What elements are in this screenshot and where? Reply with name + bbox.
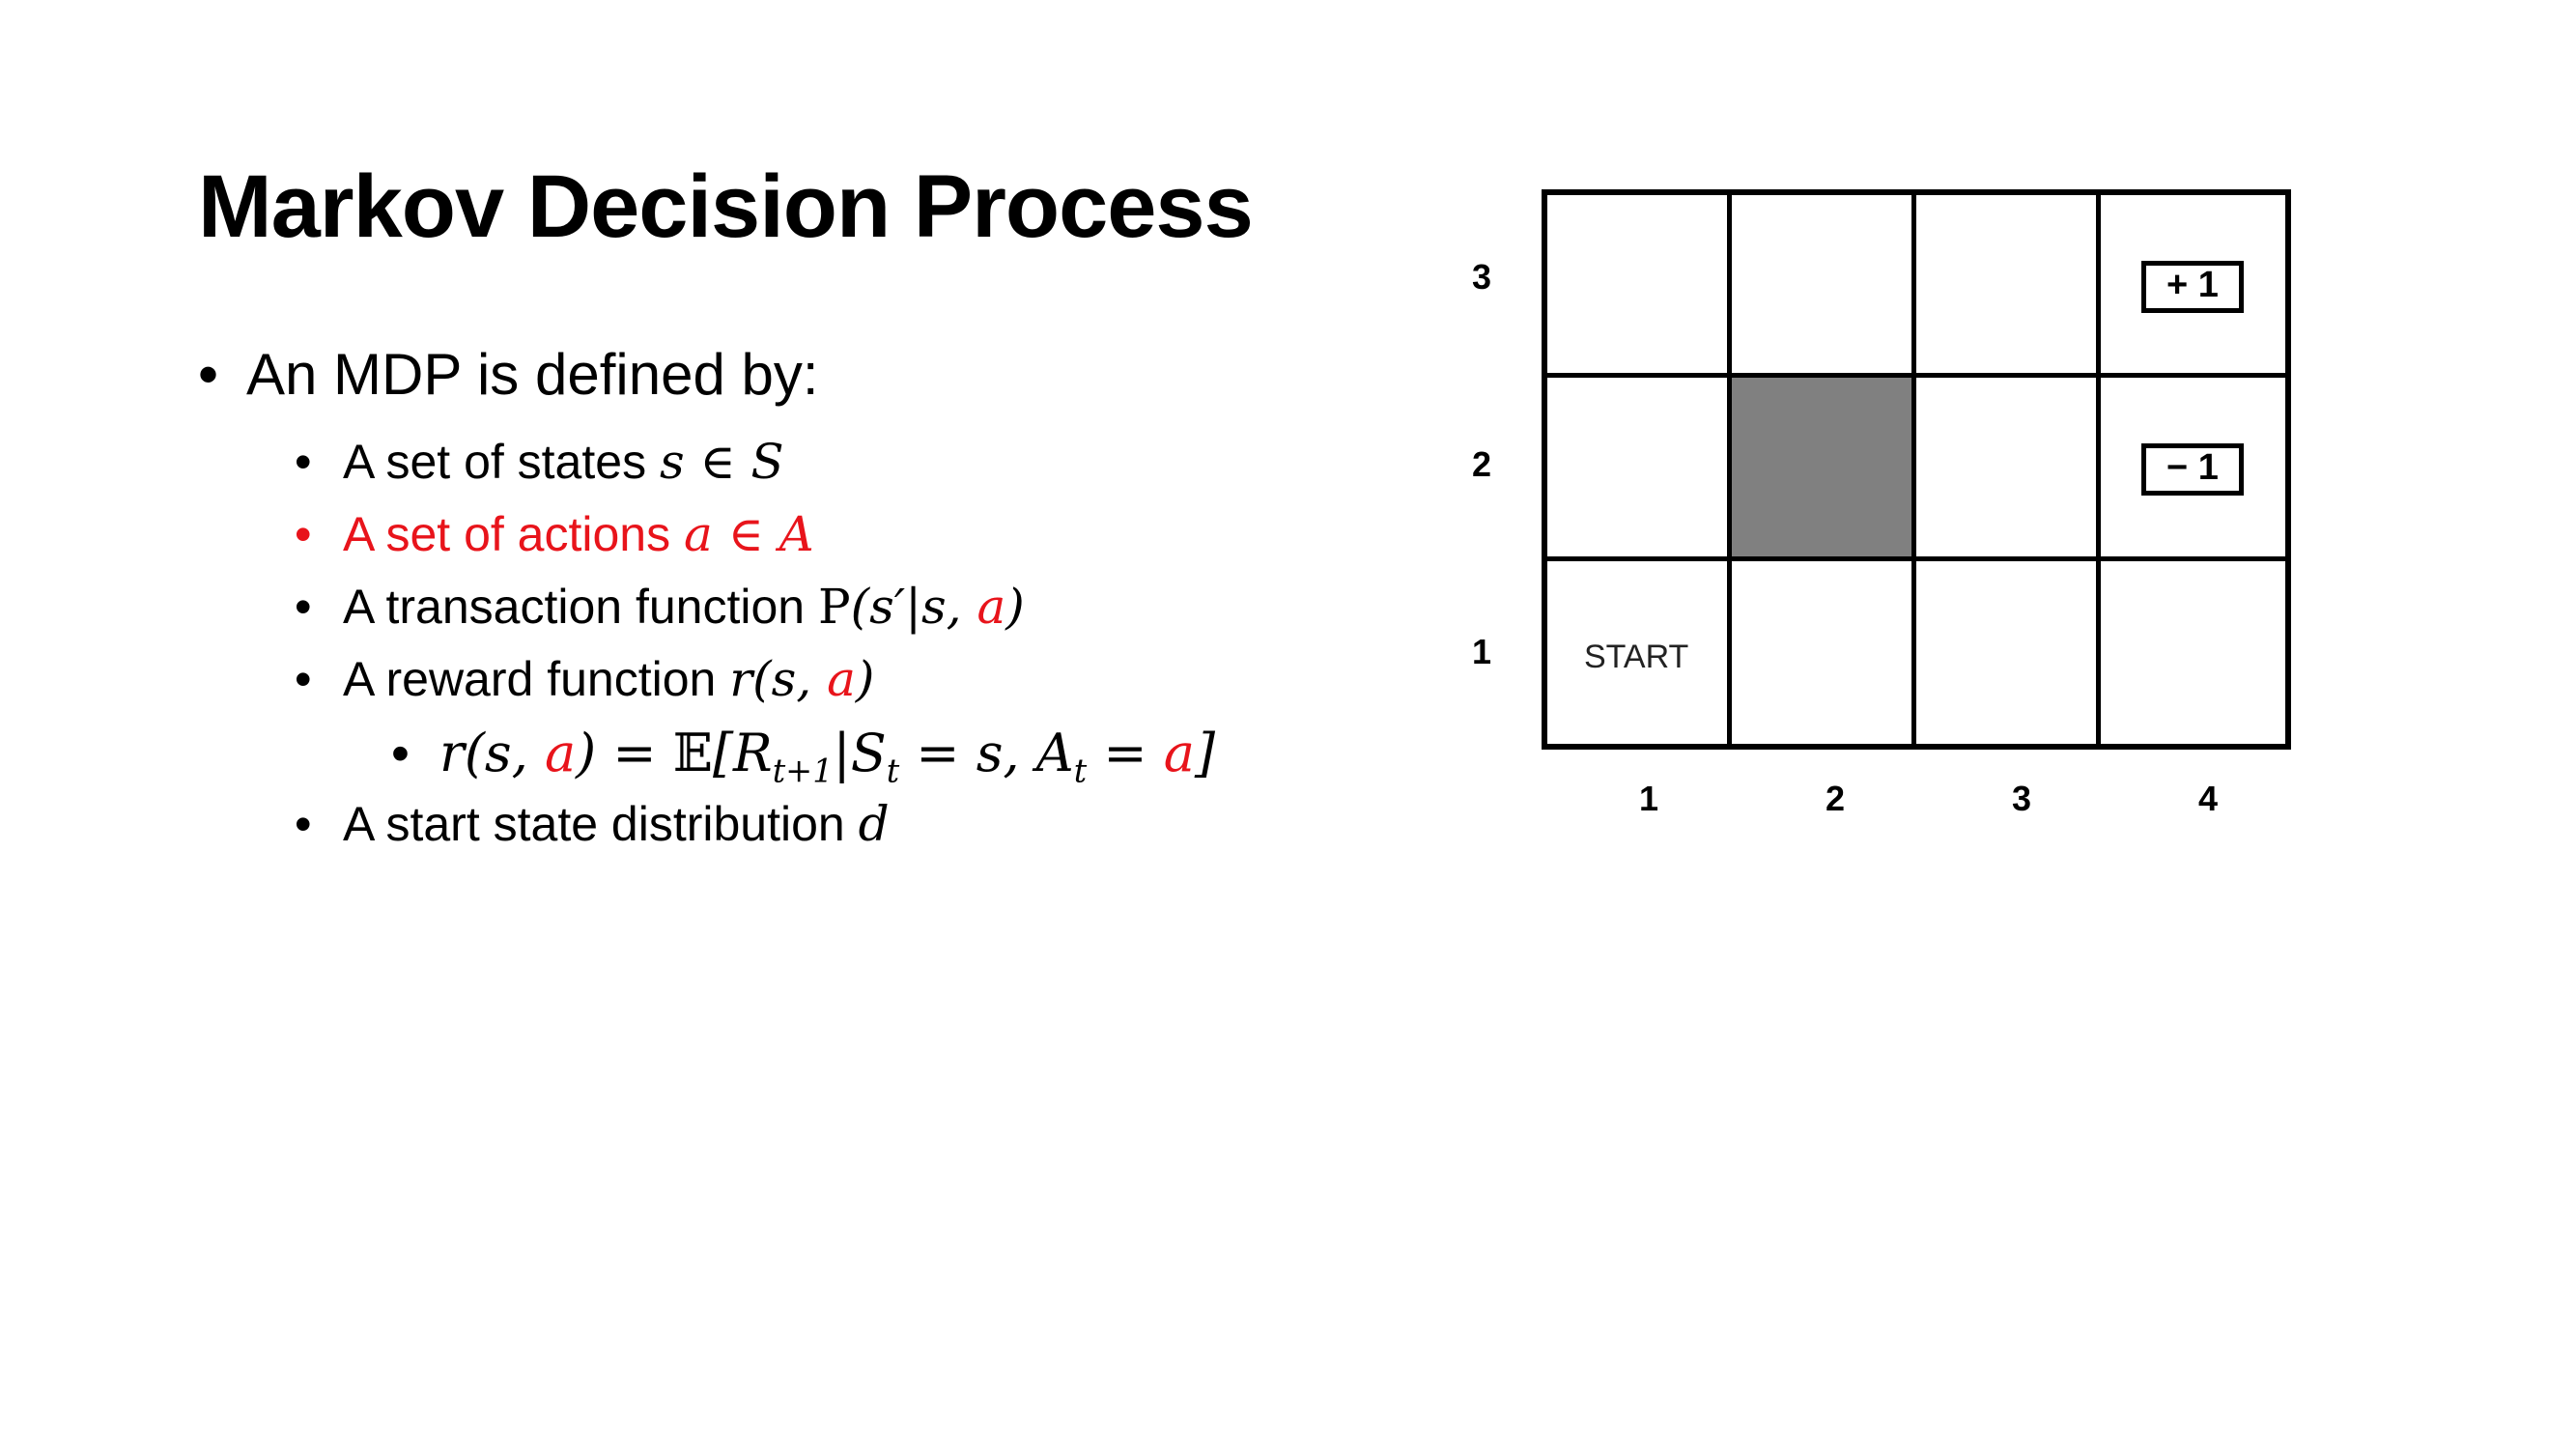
bullet-dot: • bbox=[295, 507, 312, 561]
bullet-dot: • bbox=[295, 797, 312, 851]
grid-cell-2-1 bbox=[1732, 561, 1916, 744]
slide-title: Markov Decision Process bbox=[198, 157, 1253, 256]
grid-cell-start bbox=[1547, 561, 1732, 744]
reward-def-sub-t1: t+1 bbox=[772, 752, 834, 790]
reward-def-sub-t3: t bbox=[1073, 752, 1088, 790]
grid-cell-3-2 bbox=[1916, 378, 2101, 560]
transition-P: P bbox=[817, 579, 851, 635]
minus-reward-box: − 1 bbox=[2141, 443, 2244, 496]
bullet-transition-text: A transaction function bbox=[343, 580, 818, 634]
reward-def-A: = s, A bbox=[899, 723, 1074, 783]
bullet-dot: • bbox=[391, 724, 410, 782]
bullet-reward-text: A reward function bbox=[343, 652, 730, 706]
row-label-2: 2 bbox=[1472, 444, 1492, 484]
gridworld-grid bbox=[1542, 189, 2291, 750]
col-label-1: 1 bbox=[1638, 779, 1659, 818]
row-label-3: 3 bbox=[1472, 257, 1492, 297]
grid-cell-2-3 bbox=[1732, 195, 1916, 378]
reward-def-action-1: a bbox=[544, 723, 577, 783]
bullet-states-text: A set of states bbox=[343, 435, 660, 489]
bullet-dot: • bbox=[295, 435, 312, 489]
transition-args: (s′|s, bbox=[850, 579, 977, 635]
grid-cell-1-3 bbox=[1547, 195, 1732, 378]
grid-cell-1-2 bbox=[1547, 378, 1732, 560]
grid-cell-3-3 bbox=[1916, 195, 2101, 378]
col-label-3: 3 bbox=[2011, 779, 2032, 818]
bullet-dot: • bbox=[295, 652, 312, 706]
reward-def-R: [R bbox=[712, 723, 773, 783]
reward-def-open: r(s, bbox=[439, 723, 545, 783]
start-label: START bbox=[1584, 638, 1689, 675]
start-math: d bbox=[858, 796, 890, 852]
grid-cell-wall bbox=[1732, 378, 1916, 560]
reward-def-S: |S bbox=[833, 723, 887, 783]
bullet-dot: • bbox=[295, 580, 312, 634]
reward-close: ) bbox=[855, 651, 875, 707]
reward-def-close: ] bbox=[1195, 723, 1216, 783]
grid-cell-4-1 bbox=[2101, 561, 2285, 744]
reward-def-sub-t2: t bbox=[886, 752, 900, 790]
transition-action: a bbox=[977, 579, 1006, 635]
bullet-dot: • bbox=[198, 342, 219, 407]
grid-cell-4-3 bbox=[2101, 195, 2285, 378]
bullet-start-text: A start state distribution bbox=[343, 797, 859, 851]
reward-def-action-2: a bbox=[1163, 723, 1195, 783]
expectation-symbol: 𝔼 bbox=[672, 723, 713, 783]
reward-def-eq2: = bbox=[1087, 723, 1164, 783]
reward-args: r(s, bbox=[729, 651, 828, 707]
row-label-1: 1 bbox=[1472, 632, 1492, 671]
grid-cell-4-2 bbox=[2101, 378, 2285, 560]
transition-close: ) bbox=[1005, 579, 1025, 635]
reward-action: a bbox=[827, 651, 856, 707]
gridworld-figure bbox=[1458, 174, 2308, 840]
states-math: s ∈ S bbox=[659, 434, 784, 490]
reward-def-eq: ) = bbox=[576, 723, 673, 783]
bullet-actions-text: A set of actions bbox=[343, 507, 684, 561]
grid-cell-3-1 bbox=[1916, 561, 2101, 744]
bullet-intro-text: An MDP is defined by: bbox=[246, 342, 819, 407]
col-label-4: 4 bbox=[2197, 779, 2219, 818]
col-label-2: 2 bbox=[1825, 779, 1846, 818]
actions-math: a ∈ A bbox=[683, 506, 814, 562]
plus-reward-box: + 1 bbox=[2141, 261, 2244, 313]
